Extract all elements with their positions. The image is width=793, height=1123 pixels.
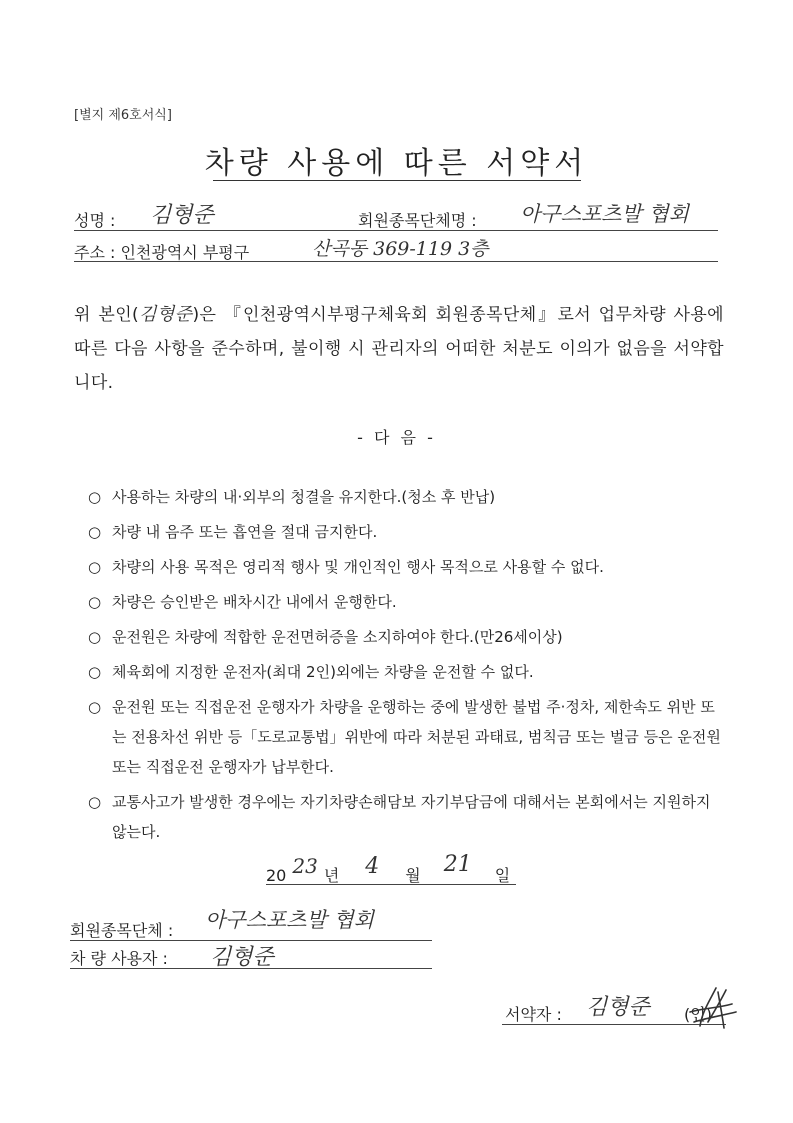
signature-scribble xyxy=(680,982,738,1030)
year-handwritten: 23 xyxy=(292,854,318,878)
date-underline xyxy=(266,884,516,885)
rules-list xyxy=(88,482,728,852)
item-text: 교통사고가 발생한 경우에는 자기차량손해담보 자기부담금에 대해서는 본회에서는 지원하지 않는다. xyxy=(112,793,711,841)
list-item xyxy=(88,657,728,687)
day-handwritten: 21 xyxy=(443,852,472,877)
footer-org-handwritten: 아구스포츠발 협회 xyxy=(205,908,374,932)
name-handwritten: 김형준 xyxy=(150,203,214,228)
day-label: 일 xyxy=(494,866,511,885)
footer-user-label: 차 량 사용자 : xyxy=(70,949,168,968)
circle-bullet: ○ xyxy=(88,628,102,646)
item-text: 사용하는 차량의 내·외부의 청결을 유지한다.(청소 후 반납) xyxy=(112,488,496,506)
month-label: 월 xyxy=(405,866,421,885)
pledge-name-handwritten: 김형준 xyxy=(139,304,193,325)
circle-bullet: ○ xyxy=(88,663,102,681)
title-underline xyxy=(213,180,581,181)
item-text: 체육회에 지정한 운전자(최대 2인)외에는 차량을 운전할 수 없다. xyxy=(112,663,534,681)
name-row-underline xyxy=(74,230,718,231)
circle-bullet: ○ xyxy=(88,523,102,541)
document-title: 차량 사용에 따른 서약서 xyxy=(204,146,589,181)
org-handwritten: 아구스포츠발 협회 xyxy=(520,202,689,226)
list-item xyxy=(88,587,728,617)
circle-bullet: ○ xyxy=(88,593,102,611)
address-handwritten: 산곡동 369-119 3층 xyxy=(312,238,489,260)
list-item xyxy=(88,692,728,782)
circle-bullet: ○ xyxy=(88,558,102,576)
list-item xyxy=(88,552,728,582)
item-text: 차량 내 음주 또는 흡연을 절대 금지한다. xyxy=(112,523,378,541)
month-handwritten: 4 xyxy=(365,854,380,879)
item-text: 차량의 사용 목적은 영리적 행사 및 개인적인 행사 목적으로 사용할 수 없다. xyxy=(112,558,604,576)
form-number: [별지 제6호서식] xyxy=(74,108,172,123)
item-text: 차량은 승인받은 배차시간 내에서 운행한다. xyxy=(112,593,397,611)
list-item xyxy=(88,517,728,547)
footer-user-underline xyxy=(70,968,432,969)
list-item xyxy=(88,482,728,512)
section-heading: - 다 음 - xyxy=(357,428,436,447)
item-text: 운전원 또는 직접운전 운행자가 차량을 운행하는 중에 발생한 불법 주·정차, 제한속도 위반 또는 전용차선 위반 등「도로교통법」위반에 따라 처분된 과태료, 범칙금 또는 벌금 등은 운전원 또는 직접운전 운행자가 납부한다. xyxy=(112,698,721,776)
name-label: 성명 : xyxy=(74,211,116,230)
footer-org-label: 회원종목단체 : xyxy=(70,921,174,940)
org-label: 회원종목단체명 : xyxy=(358,211,477,230)
pledge-paragraph xyxy=(74,298,724,400)
address-label: 주소 : 인천광역시 부평구 xyxy=(74,243,250,262)
year-prefix: 20 xyxy=(266,866,287,885)
pledge-text-rest: )은 『인천광역시부평구체육회 회원종목단체』로서 업무차량 사용에 따른 다음 사항을 준수하며, 불이행 시 관리자의 어떠한 처분도 이의가 없음을 서약합니다. xyxy=(74,305,724,393)
year-label: 년 xyxy=(323,866,340,885)
signer-label: 서약자 : xyxy=(505,1005,562,1024)
signer-handwritten: 김형준 xyxy=(586,995,650,1020)
circle-bullet: ○ xyxy=(88,698,102,716)
footer-user-handwritten: 김형준 xyxy=(210,945,274,970)
list-item xyxy=(88,622,728,652)
item-text: 운전원은 차량에 적합한 운전면허증을 소지하여야 한다.(만26세이상) xyxy=(112,628,563,646)
seal-mark: (인) xyxy=(684,1005,712,1024)
circle-bullet: ○ xyxy=(88,488,102,506)
list-item xyxy=(88,787,728,847)
circle-bullet: ○ xyxy=(88,793,102,811)
address-row-underline xyxy=(74,261,718,262)
pledge-text-start: 위 본인( xyxy=(74,305,140,325)
